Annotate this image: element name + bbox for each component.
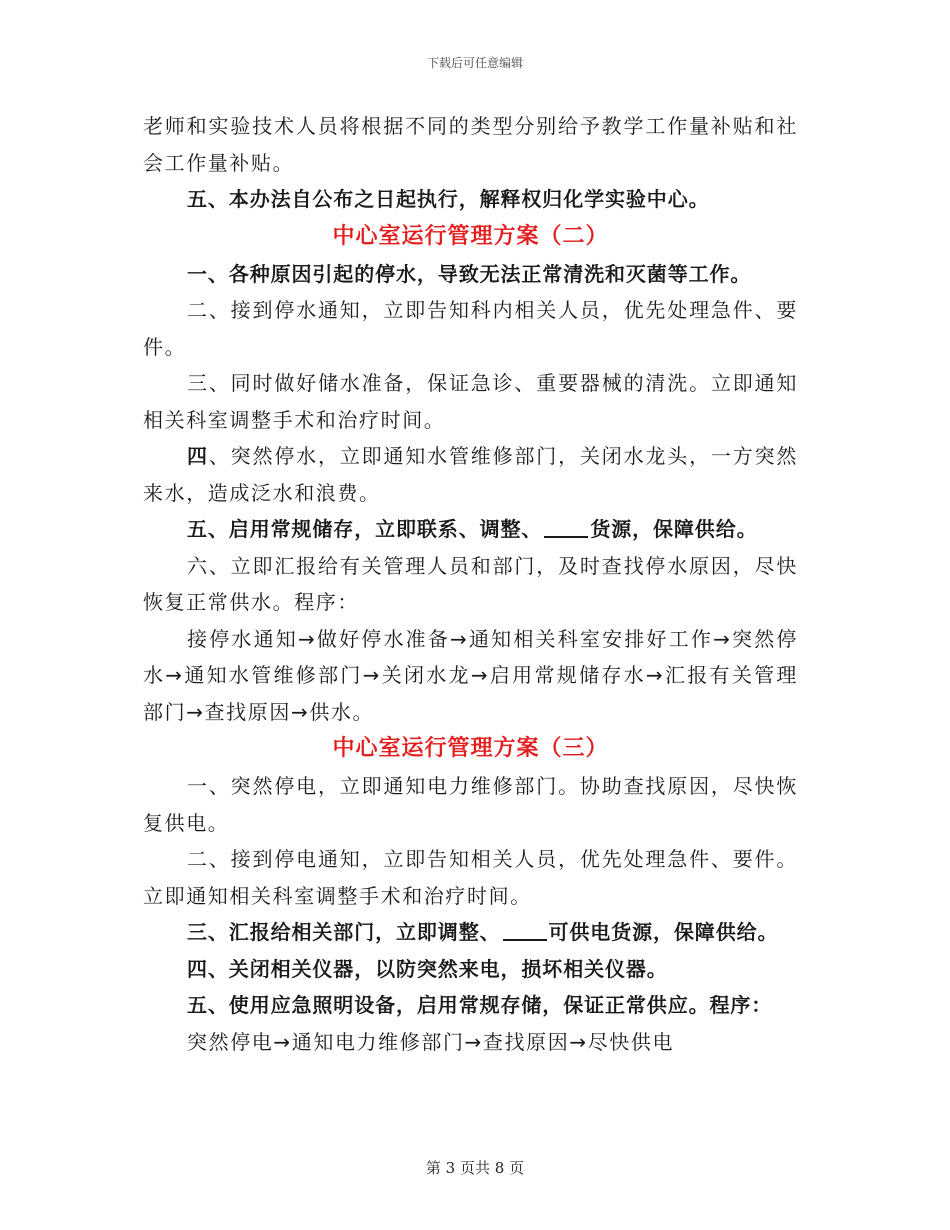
section-title-2: 中心室运行管理方案（二） [332,223,609,249]
item4-text: 、突然停水，立即通知水管维修部门，关闭水龙头，一方突然来水，造成泛水和浪费。 [143,444,799,505]
paragraph-section3-item1: 一、突然停电，立即通知电力维修部门。协助查找原因，尽快恢复供电。 [143,774,798,835]
item3-pre: 三、汇报给相关部门，立即调整、 [187,920,501,944]
paragraph-section3-procedure: 突然停电→通知电力维修部门→查找原因→尽快供电 [187,1029,675,1054]
paragraph-section3-item3 [143,914,798,951]
paragraph-section2-item6: 六、立即汇报给有关管理人员和部门，及时查找停水原因，尽快恢复正常供水。程序： [143,553,798,614]
document-body [143,108,798,1060]
paragraph-section2-item4 [143,438,798,511]
paragraph-section1-item5: 五、本办法自公布之日起执行，解释权归化学实验中心。 [187,187,710,211]
paragraph-continued: 老师和实验技术人员将根据不同的类型分别给予教学工作量补贴和社会工作量补贴。 [143,114,798,175]
paragraph-section3-item4: 四、关闭相关仪器，以防突然来电，损坏相关仪器。 [187,956,668,981]
fill-blank [503,919,547,941]
paragraph-section2-item3: 三、同时做好储水准备，保证急诊、重要器械的清洗。立即通知相关科室调整手术和治疗时间。 [143,371,798,432]
paragraph-section2-item2: 二、接到停水通知，立即告知科内相关人员，优先处理急件、要件。 [143,298,798,359]
paragraph-section2-item1: 一、各种原因引起的停水，导致无法正常清洗和灭菌等工作。 [187,261,752,286]
item3-post: 可供电货源，保障供给。 [548,920,779,944]
paragraph-section3-item2: 二、接到停电通知，立即告知相关人员，优先处理急件、要件。立即通知相关科室调整手术和治疗时间。 [143,847,798,908]
fill-blank [544,516,588,538]
item5-post: 货源，保障供给。 [590,517,758,541]
page-footer: 第 3 页共 8 页 [425,1159,525,1177]
paragraph-section2-item5 [143,511,798,548]
item4-label: 四 [187,444,209,468]
section-title-3: 中心室运行管理方案（三） [332,736,609,761]
page-header: 下载后可任意编辑 [426,56,523,70]
item5-pre: 五、启用常规储存，立即联系、调整、 [187,517,543,541]
paragraph-section3-item5: 五、使用应急照明设备，启用常规存储，保证正常供应。程序： [187,993,773,1017]
paragraph-section2-procedure: 接停水通知→做好停水准备→通知相关科室安排好工作→突然停水→通知水管维修部门→关闭水龙→启用常规储存水→汇报有关管理部门→查找原因→供水。 [143,626,798,724]
